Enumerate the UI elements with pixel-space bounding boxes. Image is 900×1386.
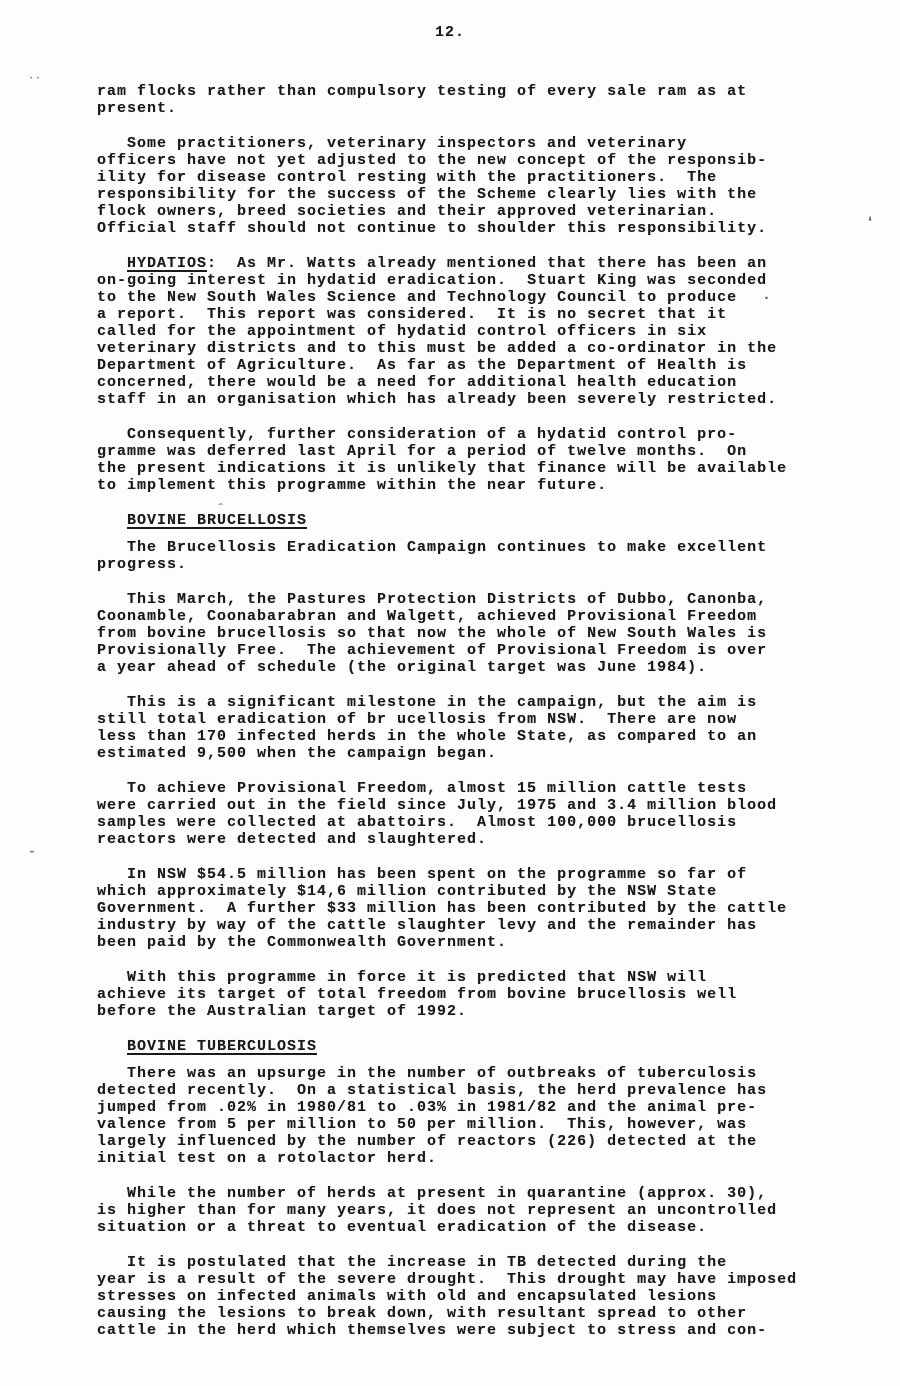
runin-heading-text: HYDATIOS (127, 255, 208, 272)
text-line: largely influenced by the number of reactors (226) detected at the (97, 1133, 758, 1150)
section-heading-text: BOVINE BRUCELLOSIS (127, 512, 308, 529)
section-heading-text: BOVINE TUBERCULOSIS (127, 1038, 318, 1055)
text-line: To achieve Provisional Freedom, almost 15 million cattle tests (127, 780, 748, 797)
text-line: staff in an organisation which has already been severely restricted. (97, 391, 778, 408)
text-line: estimated 9,500 when the campaign began. (97, 745, 498, 762)
text-line: ility for disease control resting with the practitioners. The (97, 169, 718, 186)
paragraph (97, 969, 837, 1020)
text-line: reactors were detected and slaughtered. (97, 831, 488, 848)
section-heading (97, 512, 837, 529)
text-line: a year ahead of schedule (the original target was June 1984). (97, 659, 708, 676)
text-line: Official staff should not continue to shoulder this responsibility. (97, 220, 768, 237)
paragraph (97, 866, 837, 951)
text-line: still total eradication of br ucellosis from NSW. There are now (97, 711, 738, 728)
text-line: a report. This report was considered. It is no secret that it (97, 306, 728, 323)
paragraph (97, 135, 837, 237)
paragraph (97, 1254, 837, 1339)
text-line: concerned, there would be a need for additional health education (97, 374, 738, 391)
text-line: detected recently. On a statistical basis, the herd prevalence has (97, 1082, 768, 1099)
text-line: There was an upsurge in the number of outbreaks of tuberculosis (127, 1065, 758, 1082)
paragraph (97, 780, 837, 848)
text-line: causing the lesions to break down, with resultant spread to other (97, 1305, 748, 1322)
paragraph (97, 255, 837, 408)
text-line: Some practitioners, veterinary inspectors and veterinary (127, 135, 688, 152)
text-line: valence from 5 per million to 50 per million. This, however, was (97, 1116, 748, 1133)
text-line: veterinary districts and to this must be added a co-ordinator in the (97, 340, 778, 357)
paragraph (97, 1185, 837, 1236)
text-line: Coonamble, Coonabarabran and Walgett, achieved Provisional Freedom (97, 608, 758, 625)
text-line: situation or a threat to eventual eradication of the disease. (97, 1219, 708, 1236)
text-line: were carried out in the field since July, 1975 and 3.4 million blood (97, 797, 778, 814)
text-line: It is postulated that the increase in TB detected during the (127, 1254, 728, 1271)
text-line: This is a significant milestone in the campaign, but the aim is (127, 694, 758, 711)
text-line: the present indications it is unlikely that finance will be available (97, 460, 788, 477)
text-line: Consequently, further consideration of a hydatid control pro- (127, 426, 738, 443)
scan-speck: . (762, 287, 772, 304)
text-line: jumped from .02% in 1980/81 to .03% in 1981/82 and the animal pre- (97, 1099, 758, 1116)
text-line: progress. (97, 556, 188, 573)
text-line: cattle in the herd which themselves were subject to stress and con- (97, 1322, 768, 1339)
text-line: to the New South Wales Science and Technology Council to produce (97, 289, 738, 306)
text-line: year is a result of the severe drought. This drought may have imposed (97, 1271, 798, 1288)
text-line: is higher than for many years, it does not represent an uncontrolled (97, 1202, 778, 1219)
paragraph (97, 591, 837, 676)
text-line: Department of Agriculture. As far as the Department of Health is (97, 357, 748, 374)
text-line: before the Australian target of 1992. (97, 1003, 468, 1020)
text-line: from bovine brucellosis so that now the whole of New South Wales is (97, 625, 768, 642)
paragraph (97, 1065, 837, 1167)
text-line: Government. A further $33 million has been contributed by the cattle (97, 900, 788, 917)
text-line: initial test on a rotolactor herd. (97, 1150, 438, 1167)
text-line: achieve its target of total freedom from bovine brucellosis well (97, 986, 738, 1003)
scan-speck: ˆ (217, 502, 225, 516)
text-line: In NSW $54.5 million has been spent on the programme so far of (127, 866, 748, 883)
text-line: stresses on infected animals with old and encapsulated lesions (97, 1288, 718, 1305)
text-line: called for the appointment of hydatid control officers in six (97, 323, 708, 340)
text-line: on-going interest in hydatid eradication. Stuart King was seconded (97, 272, 768, 289)
text-line: gramme was deferred last April for a period of twelve months. On (97, 443, 748, 460)
paragraph (97, 539, 837, 573)
paragraph (97, 83, 837, 117)
text-line: been paid by the Commonwealth Government. (97, 934, 508, 951)
text-line: samples were collected at abattoirs. Almost 100,000 brucellosis (97, 814, 738, 831)
scan-speck: ·· (28, 73, 42, 85)
text-line: The Brucellosis Eradication Campaign continues to make excellent (127, 539, 768, 556)
text-line: While the number of herds at present in quarantine (approx. 30), (127, 1185, 768, 1202)
text-line: HYDATIOS: As Mr. Watts already mentioned that there has been an (127, 255, 768, 272)
text-line: This March, the Pastures Protection Districts of Dubbo, Canonba, (127, 591, 768, 608)
text-line: officers have not yet adjusted to the new concept of the responsib- (97, 152, 768, 169)
text-line: Provisionally Free. The achievement of Provisional Freedom is over (97, 642, 768, 659)
text-line: ram flocks rather than compulsory testing of every sale ram as at (97, 83, 748, 100)
text-line: which approximately $14,6 million contributed by the NSW State (97, 883, 718, 900)
paragraph (97, 426, 837, 494)
text-line: to implement this programme within the near future. (97, 477, 608, 494)
page-number: 12. (434, 24, 465, 41)
text-line: industry by way of the cattle slaughter levy and the remainder has (97, 917, 758, 934)
text-line: flock owners, breed societies and their approved veterinarian. (97, 203, 718, 220)
paragraph (97, 694, 837, 762)
section-heading (97, 1038, 837, 1055)
scan-speck: - (28, 844, 36, 859)
scan-speck: ʻ (866, 215, 875, 231)
text-line: present. (97, 100, 178, 117)
text-line: responsibility for the success of the Scheme clearly lies with the (97, 186, 758, 203)
text-line: With this programme in force it is predicted that NSW will (127, 969, 708, 986)
page-body (97, 83, 837, 1357)
text-line: less than 170 infected herds in the whole State, as compared to an (97, 728, 758, 745)
